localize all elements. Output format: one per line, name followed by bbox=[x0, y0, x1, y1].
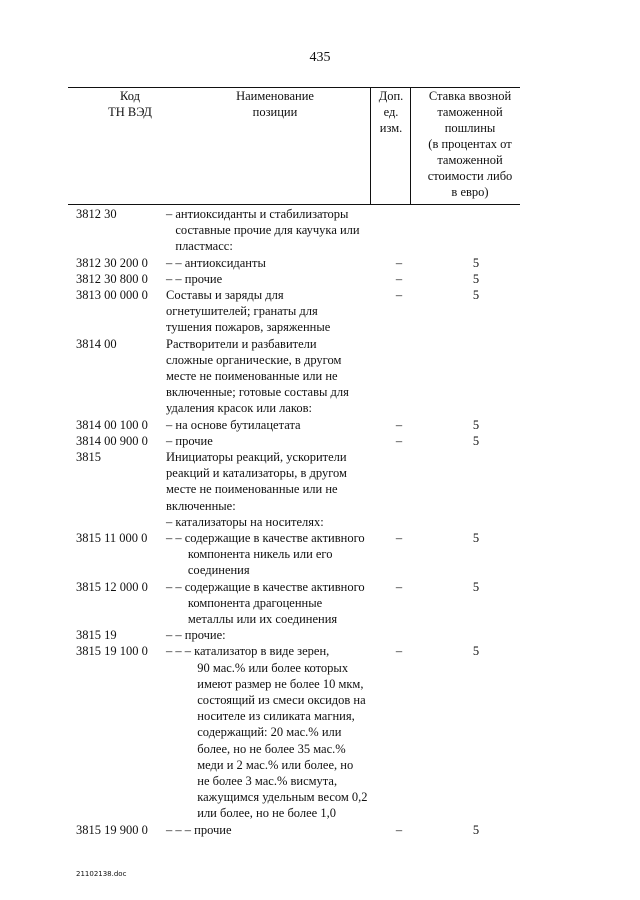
row-description-line: – антиоксиданты и стабилизаторы bbox=[166, 207, 349, 221]
row-description-line: месте не поименованные или не bbox=[166, 482, 338, 497]
row-description-line: меди и 2 мас.% или более, но bbox=[166, 757, 354, 772]
footer-filename: 21102138.doc bbox=[76, 870, 127, 878]
row-description-line: – – – катализатор в виде зерен, bbox=[166, 644, 330, 659]
row-code: 3814 00 100 0 bbox=[76, 417, 148, 432]
row-description-line: соединения bbox=[166, 563, 250, 578]
header-unit bbox=[372, 88, 410, 136]
header-rate-line: (в процентах от bbox=[428, 137, 512, 151]
row-unit: – bbox=[395, 417, 403, 432]
row-code: 3812 30 800 0 bbox=[76, 271, 148, 286]
row-rate: 5 bbox=[472, 644, 480, 659]
header-code bbox=[80, 88, 180, 120]
row-description-line: месте не поименованные или не bbox=[166, 368, 338, 383]
row-unit: – bbox=[395, 644, 403, 659]
row-unit: – bbox=[395, 579, 403, 594]
row-description-line: включенные; готовые составы для bbox=[166, 385, 349, 400]
header-rate-line: в евро) bbox=[451, 185, 489, 199]
row-rate: 5 bbox=[472, 417, 480, 432]
row-unit: – bbox=[395, 288, 403, 302]
header-name bbox=[190, 88, 360, 120]
row-code: 3815 19 900 0 bbox=[76, 822, 148, 837]
row-description-line: – – прочие: bbox=[166, 628, 226, 643]
row-unit: – bbox=[395, 271, 403, 286]
row-code: 3815 12 000 0 bbox=[76, 579, 148, 594]
header-rate-line: Ставка ввозной bbox=[428, 89, 512, 103]
column-divider bbox=[410, 87, 411, 204]
row-unit: – bbox=[395, 531, 403, 545]
row-unit: – bbox=[395, 255, 403, 270]
row-description-line: сложные органические, в другом bbox=[166, 352, 342, 367]
row-rate: 5 bbox=[472, 255, 480, 270]
header-name-line: позиции bbox=[252, 105, 298, 119]
row-rate: 5 bbox=[472, 288, 480, 302]
row-code: 3814 00 bbox=[76, 336, 117, 351]
row-description-line: состоящий из смеси оксидов на bbox=[166, 692, 366, 707]
column-divider bbox=[370, 87, 371, 204]
row-description-line: огнетушителей; гранаты для bbox=[166, 304, 318, 319]
row-rate: 5 bbox=[472, 531, 480, 545]
row-description-line: реакций и катализаторы, в другом bbox=[166, 466, 347, 481]
row-description-line: имеют размер не более 10 мкм, bbox=[166, 676, 364, 691]
header-rate-line: таможенной bbox=[437, 105, 503, 119]
header-code-line: Код bbox=[120, 89, 140, 103]
row-description-line: компонента драгоценные bbox=[166, 595, 323, 610]
row-code: 3815 19 bbox=[76, 628, 117, 643]
row-description-line: более, но не более 35 мас.% bbox=[166, 741, 346, 756]
row-rate: 5 bbox=[472, 271, 480, 286]
row-description-line: компонента никель или его bbox=[166, 547, 333, 562]
row-code: 3815 11 000 0 bbox=[76, 531, 148, 545]
row-description-line: удаления красок или лаков: bbox=[166, 401, 312, 416]
row-description-line: включенные: bbox=[166, 498, 236, 513]
row-rate: 5 bbox=[472, 579, 480, 594]
row-description-line: – – прочие bbox=[166, 271, 223, 286]
row-description-line: металлы или их соединения bbox=[166, 611, 338, 626]
row-description-line: тушения пожаров, заряженные bbox=[166, 320, 331, 335]
row-description-line: Растворители и разбавители bbox=[166, 336, 317, 351]
row-description-line: кажущимся удельным весом 0,2 bbox=[166, 790, 368, 805]
row-code: 3812 30 200 0 bbox=[76, 255, 148, 270]
row-description-line: – прочие bbox=[166, 433, 213, 448]
header-unit-line: ед. bbox=[383, 105, 399, 119]
row-description-line: – – антиоксиданты bbox=[166, 255, 266, 270]
header-name-line: Наименование bbox=[236, 89, 314, 103]
row-code: 3812 30 bbox=[76, 207, 117, 221]
row-description-line: содержащий: 20 мас.% или bbox=[166, 725, 342, 740]
row-description-line: Составы и заряды для bbox=[166, 288, 284, 302]
row-description-line: 90 мас.% или более которых bbox=[166, 660, 349, 675]
header-rate-line: стоимости либо bbox=[427, 169, 513, 183]
row-description-line: не более 3 мас.% висмута, bbox=[166, 773, 338, 788]
header-code-line: ТН ВЭД bbox=[108, 105, 152, 119]
header-rate-line: таможенной bbox=[437, 153, 503, 167]
row-description-line: или более, но не более 1,0 bbox=[166, 806, 336, 821]
row-description-line: – на основе бутилацетата bbox=[166, 417, 301, 432]
header-bottom-rule bbox=[68, 204, 520, 205]
row-unit: – bbox=[395, 433, 403, 448]
page-number: 435 bbox=[309, 50, 331, 65]
row-code: 3813 00 000 0 bbox=[76, 288, 148, 302]
row-description-line: – – содержащие в качестве активного bbox=[166, 531, 365, 545]
row-description-line: – катализаторы на носителях: bbox=[166, 514, 324, 529]
header-rate-line: пошлины bbox=[444, 121, 496, 135]
row-description-line: – – содержащие в качестве активного bbox=[166, 579, 365, 594]
row-code: 3815 bbox=[76, 450, 101, 464]
row-code: 3814 00 900 0 bbox=[76, 433, 148, 448]
row-description-line: – – – прочие bbox=[166, 822, 232, 837]
row-description-line: Инициаторы реакций, ускорители bbox=[166, 450, 347, 464]
row-description-line: пластмасс: bbox=[166, 239, 233, 254]
header-unit-line: изм. bbox=[379, 121, 403, 135]
row-description-line: составные прочие для каучука или bbox=[166, 223, 360, 238]
row-rate: 5 bbox=[472, 822, 480, 837]
row-description-line: носителе из силиката магния, bbox=[166, 709, 355, 724]
header-rate bbox=[414, 88, 526, 200]
row-code: 3815 19 100 0 bbox=[76, 644, 148, 659]
row-unit: – bbox=[395, 822, 403, 837]
header-unit-line: Доп. bbox=[378, 89, 404, 103]
row-rate: 5 bbox=[472, 433, 480, 448]
